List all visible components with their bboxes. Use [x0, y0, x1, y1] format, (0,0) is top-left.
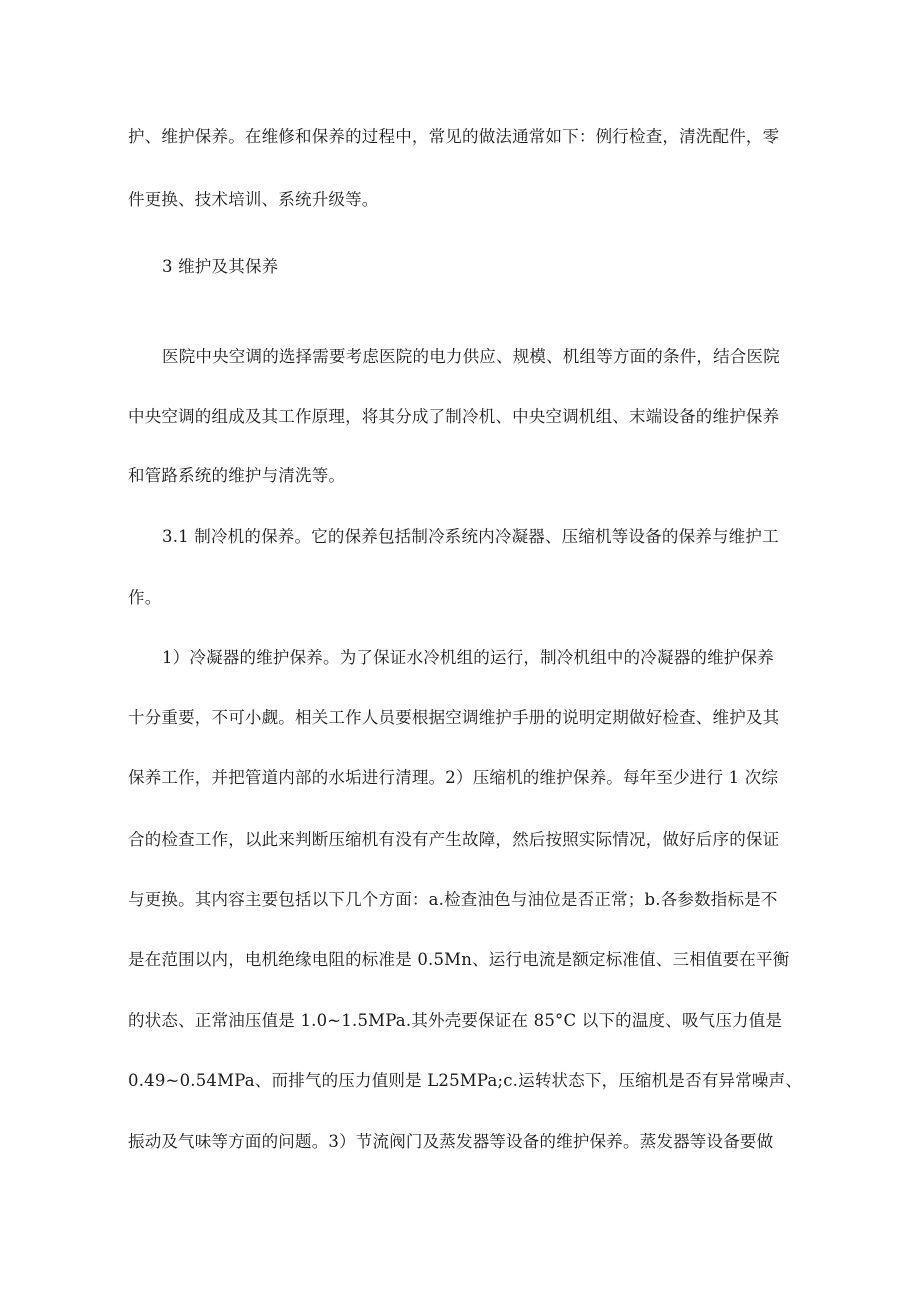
text-line: 护、维护保养。在维修和保养的过程中，常见的做法通常如下：例行检查，清洗配件，零: [128, 127, 780, 146]
text-line: 与更换。其内容主要包括以下几个方面：a.检查油色与油位是否正常；b.各参数指标是不: [128, 890, 778, 909]
text-line: 0.49~0.54MPa、而排气的压力值则是 L25MPa;c.运转状态下，压缩机是否有异常噪声、: [128, 1071, 803, 1090]
text-line: 振动及气味等方面的问题。3）节流阀门及蒸发器等设备的维护保养。蒸发器等设备要做: [128, 1132, 774, 1151]
text-line: 1）冷凝器的维护保养。为了保证水冷机组的运行，制冷机组中的冷凝器的维护保养: [162, 648, 774, 667]
text-line: 中央空调的组成及其工作原理，将其分成了制冷机、中央空调机组、末端设备的维护保养: [128, 407, 780, 426]
text-line: 和管路系统的维护与清洗等。: [128, 466, 346, 485]
text-line: 合的检查工作，以此来判断压缩机有没有产生故障，然后按照实际情况，做好后序的保证: [128, 830, 780, 849]
subsection-line: 3.1 制冷机的保养。它的保养包括制冷系统内冷凝器、压缩机等设备的保养与维护工: [162, 527, 779, 546]
text-line: 件更换、技术培训、系统升级等。: [128, 190, 379, 209]
text-line: 十分重要，不可小觑。相关工作人员要根据空调维护手册的说明定期做好检查、维护及其: [128, 708, 780, 727]
text-line: 的状态、正常油压值是 1.0~1.5MPa.其外壳要保证在 85°C 以下的温度、吸气压力值是: [128, 1011, 783, 1030]
text-line: 医院中央空调的选择需要考虑医院的电力供应、规模、机组等方面的条件，结合医院: [162, 347, 780, 366]
text-line: 作。: [128, 588, 162, 607]
text-line: 是在范围以内，电机绝缘电阻的标准是 0.5Mn、运行电流是额定标准值、三相值要在平衡: [128, 950, 790, 969]
section-heading: 3 维护及其保养: [162, 257, 279, 276]
text-line: 保养工作，并把管道内部的水垢进行清理。2）压缩机的维护保养。每年至少进行 1 次综: [128, 768, 779, 787]
